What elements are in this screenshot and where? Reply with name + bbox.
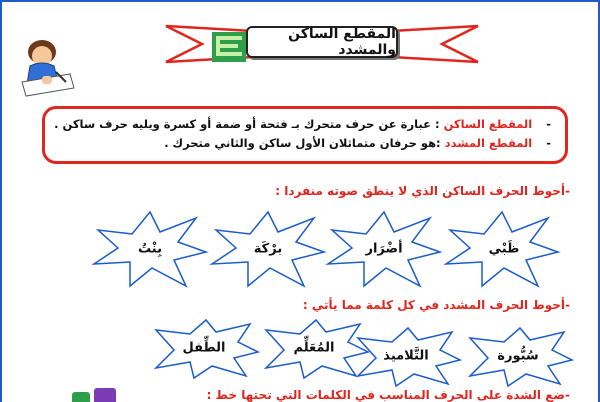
word-card[interactable]: ظَبْي <box>488 241 520 257</box>
definition-text: : عبارة عن حرف متحرك بـ فتحة أو ضمة أو كسرة ويليه حرف ساكن . <box>54 117 440 131</box>
page-title: المقطع الساكن والمشدد <box>246 26 398 58</box>
definition-mushaddad <box>55 134 551 153</box>
definition-sakin <box>55 115 551 134</box>
instruction-1: -أحوط الحرف الساكن الذي لا ينطق صوته منفردا : <box>275 184 570 198</box>
word-card[interactable]: سُبُّورة <box>497 348 539 364</box>
instruction-3: -ضع الشدة على الحرف المناسب في الكلمات التي تحتها خط : <box>206 388 570 402</box>
instruction-2: -أحوط الحرف المشدد في كل كلمة مما يأتي : <box>302 298 570 312</box>
definition-term: المقطع المشدد <box>444 136 533 150</box>
word-card[interactable]: بِنْتُ <box>138 241 162 257</box>
word-card[interactable]: أضْرَار <box>365 241 403 257</box>
banner-pattern-icon <box>212 32 246 62</box>
bullet-dash: - <box>546 117 551 131</box>
word-card[interactable]: الطِّفل <box>182 340 226 356</box>
definition-text: :هو حرفان متماثلان الأول ساكن والثاني متحرك . <box>164 136 441 150</box>
definition-term: المقطع الساكن <box>443 117 533 131</box>
word-card[interactable]: برْكَة <box>253 241 283 257</box>
word-card[interactable]: المُعَلِّم <box>293 340 335 356</box>
books-illustration <box>68 384 128 402</box>
student-writing-illustration <box>12 32 82 102</box>
definitions-box <box>42 106 568 164</box>
word-card[interactable]: التَّلاميذ <box>383 348 429 364</box>
title-banner <box>162 20 482 68</box>
bullet-dash: - <box>546 136 551 150</box>
